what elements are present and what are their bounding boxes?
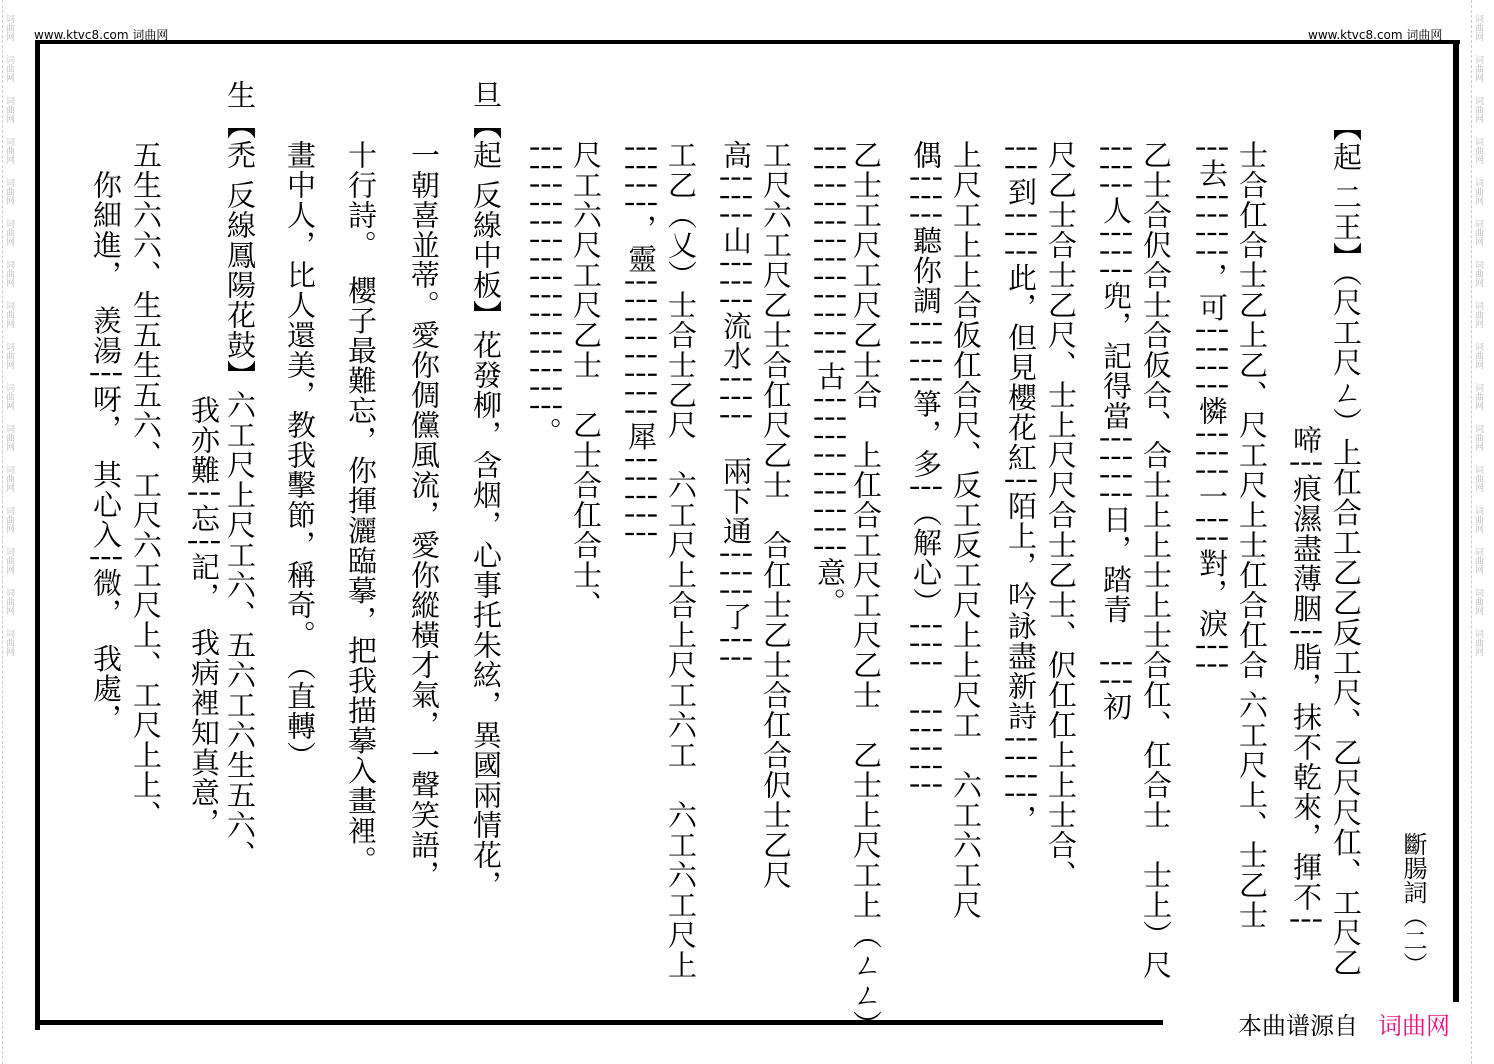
frame-bottom-rule <box>35 1020 1163 1025</box>
watermark: 词曲网 <box>1473 14 1483 41</box>
watermark: 词曲网 <box>4 588 14 615</box>
score-column: 尺工六尺工尺乙士 乙士合仜合士、 <box>569 140 603 620</box>
watermark: 词曲网 <box>1473 547 1483 574</box>
watermark: 词曲网 <box>1473 137 1483 164</box>
watermark: 词曲网 <box>4 506 14 533</box>
watermark: 词曲网 <box>4 629 14 656</box>
score-column: 尺乙士合士乙尺、士上尺尺合士乙士、伬仜仜上上士合、 <box>1044 140 1078 890</box>
lyric-column: 高┆┆┆山┆┆┆流水┆┆┆ 兩下通┆┆┆了┆┆ <box>719 140 753 669</box>
lyric-column: ┆┆┆┆，靈┆┆┆┆┆┆┆┆犀┆┆┆┆┆ <box>624 140 658 544</box>
lyric-column: ┆┆┆人┆┆┆兜，記得當┆┆┆┆日，踏青 ┆┆初 <box>1099 140 1133 722</box>
watermark: 词曲网 <box>4 178 14 205</box>
watermark: 词曲网 <box>4 342 14 369</box>
score-column: 工乙（乂）士合士乙尺 六工尺上合上尺工六工 六工六工尺上 <box>664 140 698 980</box>
watermark: 词曲网 <box>1473 96 1483 123</box>
watermark: 词曲网 <box>4 465 14 492</box>
score-column: 【起 二王】（尺工尺ㄥ）上仜合工乙乙反工尺、乙尺尺仜、工尺乙 <box>1329 112 1363 978</box>
page-title: 斷腸詞（二） <box>1399 832 1427 976</box>
watermark: 词曲网 <box>4 383 14 410</box>
score-column: 乙士工尺工尺乙士合 上仜合工尺工尺乙士 乙士上尺工上（ㄥㄥ） <box>849 140 883 1040</box>
lyric-column: 畫中人，比人還美，教我擊節，稱奇。 （直轉） <box>283 140 317 771</box>
lyric-column: 你細進， 羨湯┆呀， 其心入┆微， 我處， <box>89 140 123 734</box>
watermark: 词曲网 <box>4 96 14 123</box>
watermark-strip-right <box>1471 0 1494 1064</box>
site-url-right: www.ktvc8.com 词曲网 <box>1308 28 1443 42</box>
score-column: 五生六六、生五生五六、工尺六工尺上、工尺上上、 <box>129 140 163 830</box>
frame-top-rule <box>35 40 1460 44</box>
watermark: 词曲网 <box>4 14 14 41</box>
watermark: 词曲网 <box>1473 629 1483 656</box>
watermark: 词曲网 <box>4 219 14 246</box>
watermark: 词曲网 <box>1473 506 1483 533</box>
watermark: 词曲网 <box>1473 260 1483 287</box>
score-column: 生【禿 反線鳳陽花鼓】六工尺上尺工六、五六工六生五六、 <box>223 80 257 871</box>
lyric-column: ┆┆┆┆┆┆┆┆┆┆┆┆古┆┆┆┆┆┆┆┆┆意。 <box>813 140 847 618</box>
lyric-column: 偶┆┆┆聽你調┆┆┆┆箏，多┆（解心）┆┆┆ ┆┆┆┆┆ <box>909 140 943 796</box>
watermark: 词曲网 <box>1473 342 1483 369</box>
lyric-column: 啼┆痕濕盡薄胭┆脂，抹不乾來，揮不┆ <box>1289 425 1323 931</box>
score-column: 士合仜合士乙上乙、尺工尺上士仜合仜合 六工尺上、士乙士 <box>1235 140 1269 931</box>
watermark: 词曲网 <box>1473 465 1483 492</box>
watermark-strip-left <box>2 0 25 1064</box>
watermark: 词曲网 <box>4 547 14 574</box>
lyric-column: 一朝喜並蒂。愛你倜儻風流，愛你縱橫才氣，一聲笑語， <box>407 140 441 890</box>
source-label: 本曲谱源自 <box>1238 1012 1358 1040</box>
score-column: 乙士合伬合士合仮合、合士上上士上士合仜、仜合士 士上）尺 <box>1139 140 1173 980</box>
lyric-column: ┆┆到┆┆┆此，但見櫻花紅┆陌上，吟詠盡新詩┆┆┆┆， <box>1004 140 1038 835</box>
site-url-left: www.ktvc8.com 词曲网 <box>34 28 169 42</box>
lyric-column: 我亦難┆忘┆記， 我病裡知真意， <box>187 275 221 838</box>
frame-right-rule <box>1453 40 1459 1002</box>
watermark: 词曲网 <box>4 55 14 82</box>
watermark: 词曲网 <box>1473 219 1483 246</box>
watermark: 词曲网 <box>4 424 14 451</box>
score-column: 上尺工上上合仮仜合尺、反工反工尺上上尺工 六工六工尺 <box>949 140 983 920</box>
watermark: 词曲网 <box>1473 424 1483 451</box>
lyric-column: 十行詩。 櫻子最難忘，你揮灑臨摹，把我描摹入畫裡。 <box>344 140 378 876</box>
lyric-column: ┆去┆┆┆┆，可┆┆┆┆憐┆┆┆一┆┆對，淚┆┆ <box>1195 140 1229 676</box>
watermark: 词曲网 <box>4 137 14 164</box>
watermark: 词曲网 <box>1473 178 1483 205</box>
watermark: 词曲网 <box>1473 588 1483 615</box>
watermark: 词曲网 <box>1473 301 1483 328</box>
watermark: 词曲网 <box>4 301 14 328</box>
watermark: 词曲网 <box>4 260 14 287</box>
frame-left-rule <box>35 40 40 1030</box>
source-credit <box>1238 1006 1450 1041</box>
lyric-column: 旦【起 反線中板】花發柳，含烟，心事托朱絃，異國兩情花， <box>469 80 503 901</box>
score-column: 工尺六工尺乙士合仜尺乙士 合仜士乙士合仜合伬士乙尺 <box>759 140 793 890</box>
watermark: 词曲网 <box>1473 55 1483 82</box>
watermark: 词曲网 <box>1473 383 1483 410</box>
brand-link[interactable]: 词曲网 <box>1378 1012 1450 1040</box>
lyric-column: ┆┆┆┆┆┆┆┆┆┆┆┆┆┆┆。 <box>529 140 563 447</box>
